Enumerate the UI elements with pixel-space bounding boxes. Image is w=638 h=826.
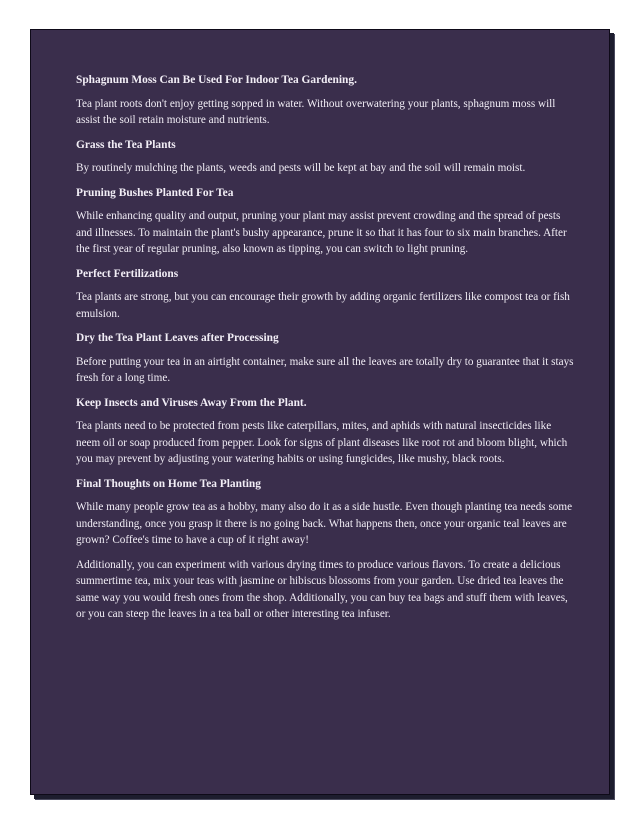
section-heading: Perfect Fertilizations bbox=[76, 267, 179, 280]
section-heading: Dry the Tea Plant Leaves after Processing bbox=[76, 332, 279, 344]
section-heading: Keep Insects and Viruses Away From the Plant. bbox=[76, 396, 307, 409]
document-content bbox=[76, 72, 576, 631]
section-paragraph: While many people grow tea as a hobby, many also do it as a side hustle. Even though planting tea needs some understanding, once you grasp it there is no going back. What happens then, once your organic teal leaves are grown? Coffee's time to have a cup of it right away! bbox=[76, 501, 573, 546]
section-paragraph: Additionally, you can experiment with various drying times to produce various flavors. To create a delicious summertime tea, mix your teas with jasmine or hibiscus blossoms from your garden. Use dried tea leaves the same way you would fresh ones from the shop. Additionally, you can buy tea bags and stuff them with leaves, or you can steep the leaves in a tea ball or other interesting tea infuser. bbox=[76, 558, 568, 620]
section-paragraph: Before putting your tea in an airtight container, make sure all the leaves are totally dry to guarantee that it stays fresh for a long time. bbox=[76, 355, 574, 384]
section-heading: Pruning Bushes Planted For Tea bbox=[76, 186, 234, 199]
section-heading: Final Thoughts on Home Tea Planting bbox=[76, 477, 261, 490]
section-paragraph: Tea plants are strong, but you can encourage their growth by adding organic fertilizers like compost tea or fish emulsion. bbox=[76, 291, 570, 320]
section-paragraph: Tea plants need to be protected from pests like caterpillars, mites, and aphids with natural insecticides like neem oil or soap produced from pepper. Look for signs of plant diseases like root rot and bloom blight, which you may prevent by adjusting your watering habits or using fungicides, like mushy, black roots. bbox=[76, 420, 568, 465]
section-heading: Sphagnum Moss Can Be Used For Indoor Tea Gardening. bbox=[76, 74, 357, 86]
section-paragraph: By routinely mulching the plants, weeds and pests will be kept at bay and the soil will remain moist. bbox=[76, 162, 526, 174]
section-heading: Grass the Tea Plants bbox=[76, 138, 176, 151]
document-page bbox=[30, 29, 610, 795]
section-paragraph: Tea plant roots don't enjoy getting sopped in water. Without overwatering your plants, sphagnum moss will assist the soil retain moisture and nutrients. bbox=[76, 97, 556, 126]
section-paragraph: While enhancing quality and output, pruning your plant may assist prevent crowding and the spread of pests and illnesses. To maintain the plant's bushy appearance, prune it so that it has four to six main branches. After the first year of regular pruning, also known as tipping, you can switch to light pruning. bbox=[76, 210, 567, 255]
